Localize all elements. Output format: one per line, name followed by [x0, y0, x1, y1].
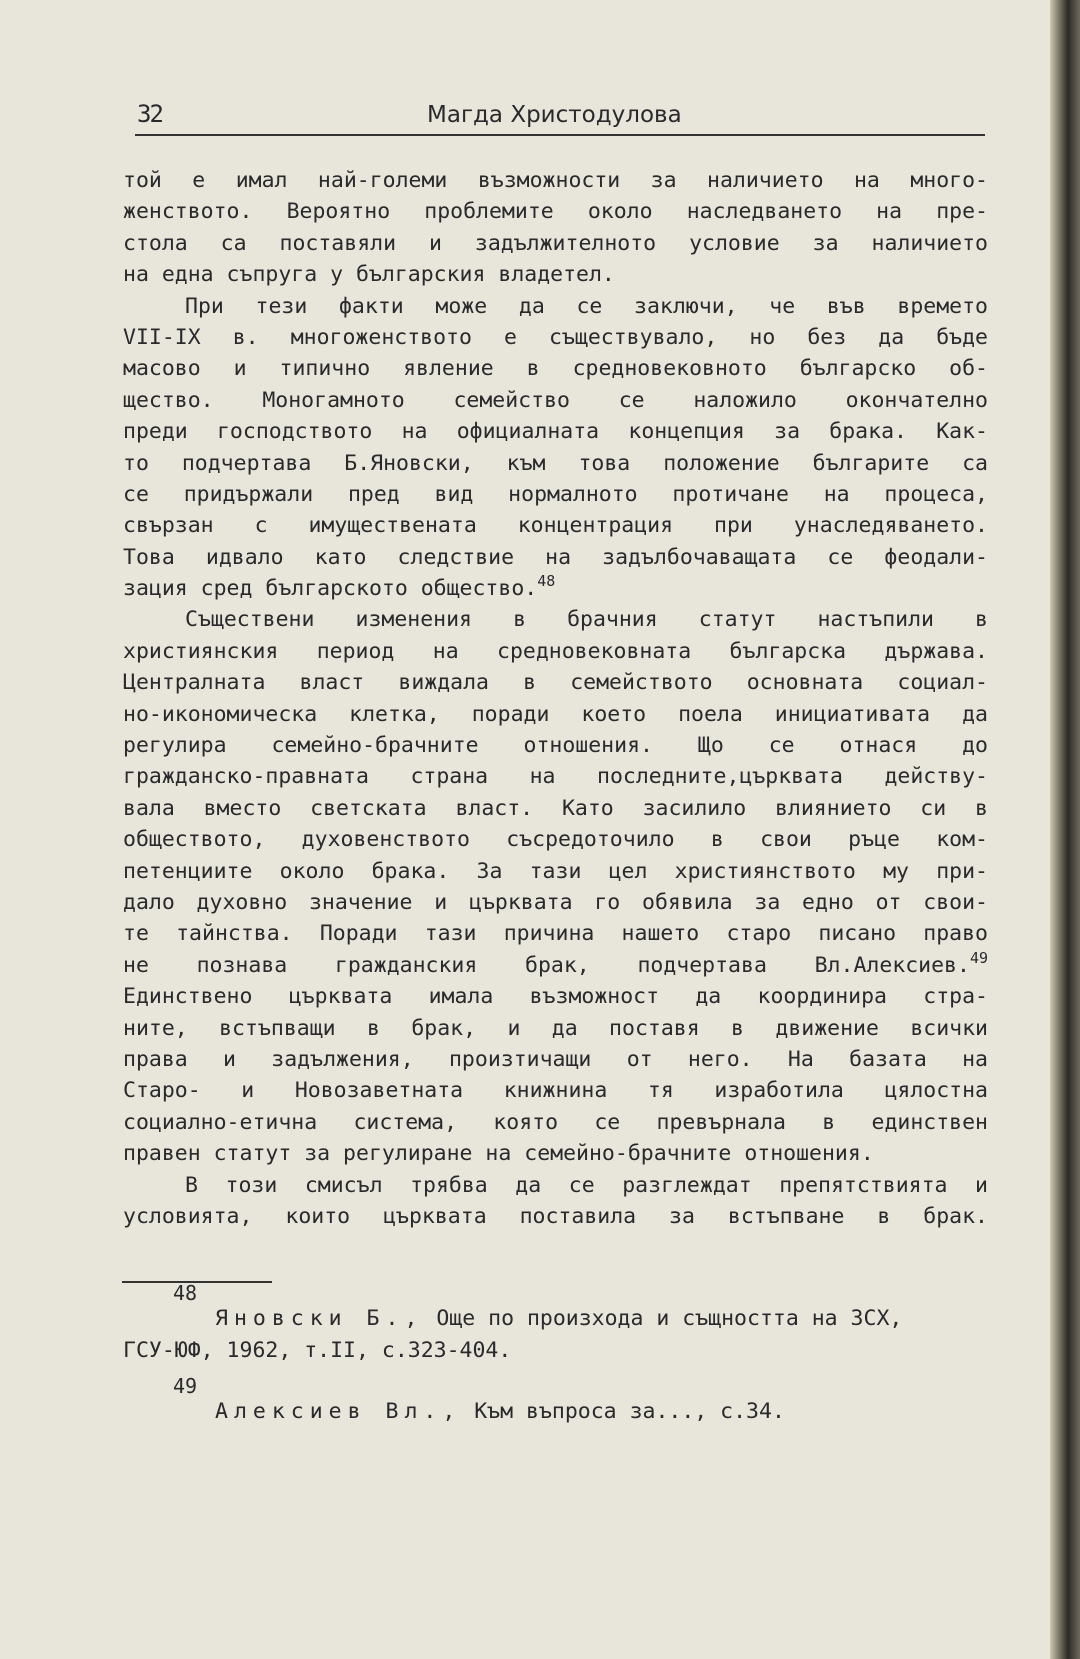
- footnote-title: Към въпроса за..., с.34.: [474, 1399, 785, 1424]
- text-line-content: зация сред българското общество.: [123, 576, 538, 602]
- text-line: [123, 856, 988, 887]
- text-line-content: но-икономическа клетка, поради което поела инициативата да: [123, 701, 988, 727]
- text-line-content: Съществени изменения в брачния статут настъпили в: [185, 607, 988, 633]
- footnote-number: 48: [173, 1281, 198, 1305]
- footnote-reference: 48: [537, 572, 556, 591]
- text-line-content: права и задължения, произтичащи от него. На базата на: [123, 1046, 988, 1072]
- text-line-content: преди господството на официалната концепция за брака. Как-: [123, 419, 988, 445]
- text-line-content: свързан с имуществената концентрация при унаследяването.: [123, 513, 988, 539]
- text-line-content: ните, встъпващи в брак, и да поставя в движение всички: [123, 1015, 988, 1041]
- text-line-content: гражданско-правната страна на последните,църквата действу-: [123, 764, 988, 790]
- text-line: [123, 1044, 988, 1075]
- text-line-content: условията, които църквата поставила за встъпване в брак.: [123, 1203, 988, 1229]
- text-line-content: Това идвало като следствие на задълбочаващата се феодали-: [123, 544, 988, 570]
- text-line: [123, 887, 988, 918]
- book-spine-edge: [1050, 0, 1080, 1659]
- text-line-content: Старо- и Новозаветната книжнина тя изработила цялостна: [123, 1078, 988, 1104]
- text-line-content: петенциите около брака. За тази цел християнството му при-: [123, 858, 988, 884]
- text-line: [123, 353, 988, 384]
- footnote-49: [123, 1374, 988, 1448]
- footnote-title: Още по произхода и същността на ЗСХ,: [436, 1306, 903, 1331]
- footnote-author: Яновски Б.,: [215, 1306, 424, 1331]
- text-line-content: правен статут за регулиране на семейно-брачните отношения.: [123, 1141, 874, 1167]
- running-title: Магда Христодулова: [427, 102, 682, 128]
- footnote-reference: 49: [969, 948, 988, 967]
- text-line-content: Единствено църквата имала възможност да координира стра-: [123, 984, 988, 1010]
- text-line-content: не познава гражданския брак, подчертава Вл.Алексиев.: [123, 952, 970, 978]
- text-line: [123, 165, 988, 196]
- text-line-content: женството. Вероятно проблемите около наследването на пре-: [123, 199, 988, 225]
- text-line: [123, 479, 988, 510]
- text-line-content: обществото, духовенството съсредоточило в свои ръце ком-: [123, 827, 988, 853]
- text-line-content: VII-IX в. многоженството е съществувало, но без да бъде: [123, 324, 988, 350]
- text-line: [123, 730, 988, 761]
- text-line-content: При тези факти може да се заключи, че във времето: [185, 293, 988, 319]
- text-line: [123, 510, 988, 541]
- text-line: [123, 981, 988, 1012]
- text-line: [123, 1201, 988, 1232]
- page-header: [135, 98, 985, 136]
- text-line-content: християнския период на средновековната българска държава.: [123, 638, 988, 664]
- page-number: 32: [137, 100, 162, 128]
- text-line-content: регулира семейно-брачните отношения. Що се отнася до: [123, 733, 988, 759]
- main-text: [123, 165, 988, 1232]
- text-line: [123, 793, 988, 824]
- text-line: [123, 699, 988, 730]
- text-line-content: стола са поставяли и задължителното условие за наличието: [123, 230, 988, 256]
- text-line-content: вала вместо светската власт. Като засилило влиянието си в: [123, 795, 988, 821]
- text-line: [123, 667, 988, 698]
- text-line-content: Централната власт виждала в семейството основната социал-: [123, 670, 988, 696]
- footnote-48: [123, 1283, 988, 1378]
- footnote-author: Алексиев Вл.,: [215, 1399, 462, 1424]
- text-line: [123, 824, 988, 855]
- footnotes: [123, 1283, 988, 1448]
- text-line: [123, 1013, 988, 1044]
- text-line: [123, 196, 988, 227]
- text-line: [123, 1170, 988, 1201]
- text-line: [123, 291, 988, 322]
- text-line-content: В този смисъл трябва да се разглеждат препятствията и: [185, 1172, 988, 1198]
- text-line: [123, 950, 988, 981]
- text-line-content: щество. Моногамното семейство се наложило окончателно: [123, 387, 988, 413]
- text-line-content: той е имал най-големи възможности за наличието на много-: [123, 168, 988, 193]
- footnote-text-line: [123, 1396, 785, 1428]
- text-line-content: на една съпруга у българския владетел.: [123, 262, 615, 288]
- text-line-content: социално-етична система, която се превърнала в единствен: [123, 1109, 988, 1135]
- text-line: [123, 228, 988, 259]
- text-line: [123, 322, 988, 353]
- text-line-content: се придържали пред вид нормалното протичане на процеса,: [123, 481, 988, 507]
- text-line-content: масово и типично явление в средновековното българско об-: [123, 356, 988, 382]
- text-line-content: те тайнства. Поради тази причина нашето старо писано право: [123, 921, 988, 947]
- text-line-content: дало духовно значение и църквата го обявила за едно от свои-: [123, 889, 988, 915]
- text-line: [123, 604, 988, 635]
- text-line: [123, 573, 988, 604]
- text-line: [123, 385, 988, 416]
- text-line: [123, 259, 988, 290]
- text-line-content: то подчертава Б.Яновски, към това положение българите са: [123, 450, 988, 476]
- text-line: [123, 542, 988, 573]
- footnote-text-line: [123, 1303, 902, 1335]
- text-line: [123, 761, 988, 792]
- footnote-number: 49: [173, 1374, 198, 1398]
- text-line: [123, 1107, 988, 1138]
- text-line: [123, 448, 988, 479]
- text-line: [123, 636, 988, 667]
- text-line: [123, 918, 988, 949]
- text-line: [123, 1075, 988, 1106]
- text-line: [123, 1138, 988, 1169]
- footnote-source: ГСУ-ЮФ, 1962, т.II, с.323-404.: [123, 1338, 512, 1363]
- text-line: [123, 416, 988, 447]
